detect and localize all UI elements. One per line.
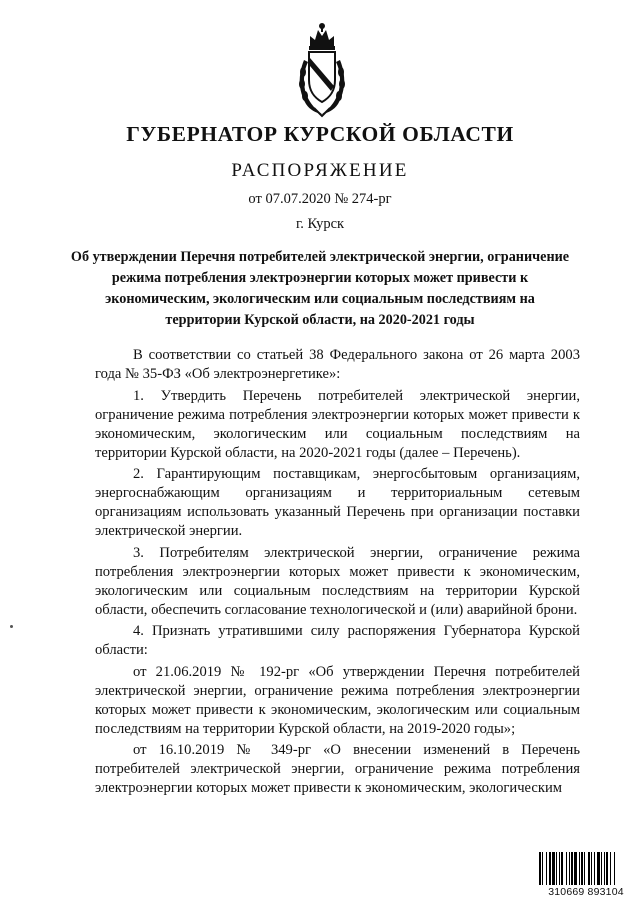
clause-1-paragraph: 1. Утвердить Перечень потребителей электрической энергии, ограничение режима потребления электроэнергии которых может привести к экономическим, экологическим или социальным последствиям на территории Курской области, на 2020-2021 годы (далее – Перечень). — [95, 387, 580, 461]
repealed-order-2-paragraph: от 16.10.2019 № 349-рг «О внесении изменений в Перечень потребителей электрической энергии, ограничение режима потребления электроэнергии которых может привести к экономическим, экологическим — [95, 742, 580, 796]
scan-mark — [10, 625, 13, 628]
clause-2-paragraph: 2. Гарантирующим поставщикам, энергосбытовым организациям, энергоснабжающим организациям и территориальным сетевым организациям использовать указанный Перечень при организации поставки электрической энергии. — [95, 466, 580, 539]
document-type: РАСПОРЯЖЕНИЕ — [231, 160, 409, 181]
clause-3-paragraph: 3. Потребителям электрической энергии, ограничение режима потребления электроэнергии которых может привести к экономическим, экологическим или социальным последствиям на территории Курской области, обеспечить согласование технологической и (или) аварийной брони. — [95, 544, 580, 618]
repealed-order-1-paragraph: от 21.06.2019 № 192-рг «Об утверждении Перечня потребителей электрической энергии, ограничение режима потребления электроэнергии которых может привести к экономическим, экологическим или социальным последствиям на территории Курской области, на 2019-2020 годы»; — [95, 663, 580, 737]
barcode-number: 310669 893104 — [538, 885, 634, 899]
clause-4-paragraph: 4. Признать утратившими силу распоряжения Губернатора Курской области: — [95, 623, 580, 658]
barcode — [538, 852, 634, 900]
kursk-coat-of-arms-icon — [296, 20, 348, 118]
document-body — [95, 346, 580, 801]
document-subject: Об утверждении Перечня потребителей электрической энергии, ограничение режима потребления электроэнергии которых может привести к экономическим, экологическим или социальным последствиям на территории Курской области, на 2020-2021 годы — [70, 249, 570, 328]
preamble-paragraph: В соответствии со статьей 38 Федерального закона от 26 марта 2003 года № 35-ФЗ «Об электроэнергетике»: — [95, 347, 580, 382]
barcode-bars — [538, 852, 634, 886]
document-city: г. Курск — [295, 216, 345, 232]
document-date-number: от 07.07.2020 № 274-рг — [248, 191, 392, 207]
issuing-authority-title: ГУБЕРНАТОР КУРСКОЙ ОБЛАСТИ — [126, 122, 514, 146]
